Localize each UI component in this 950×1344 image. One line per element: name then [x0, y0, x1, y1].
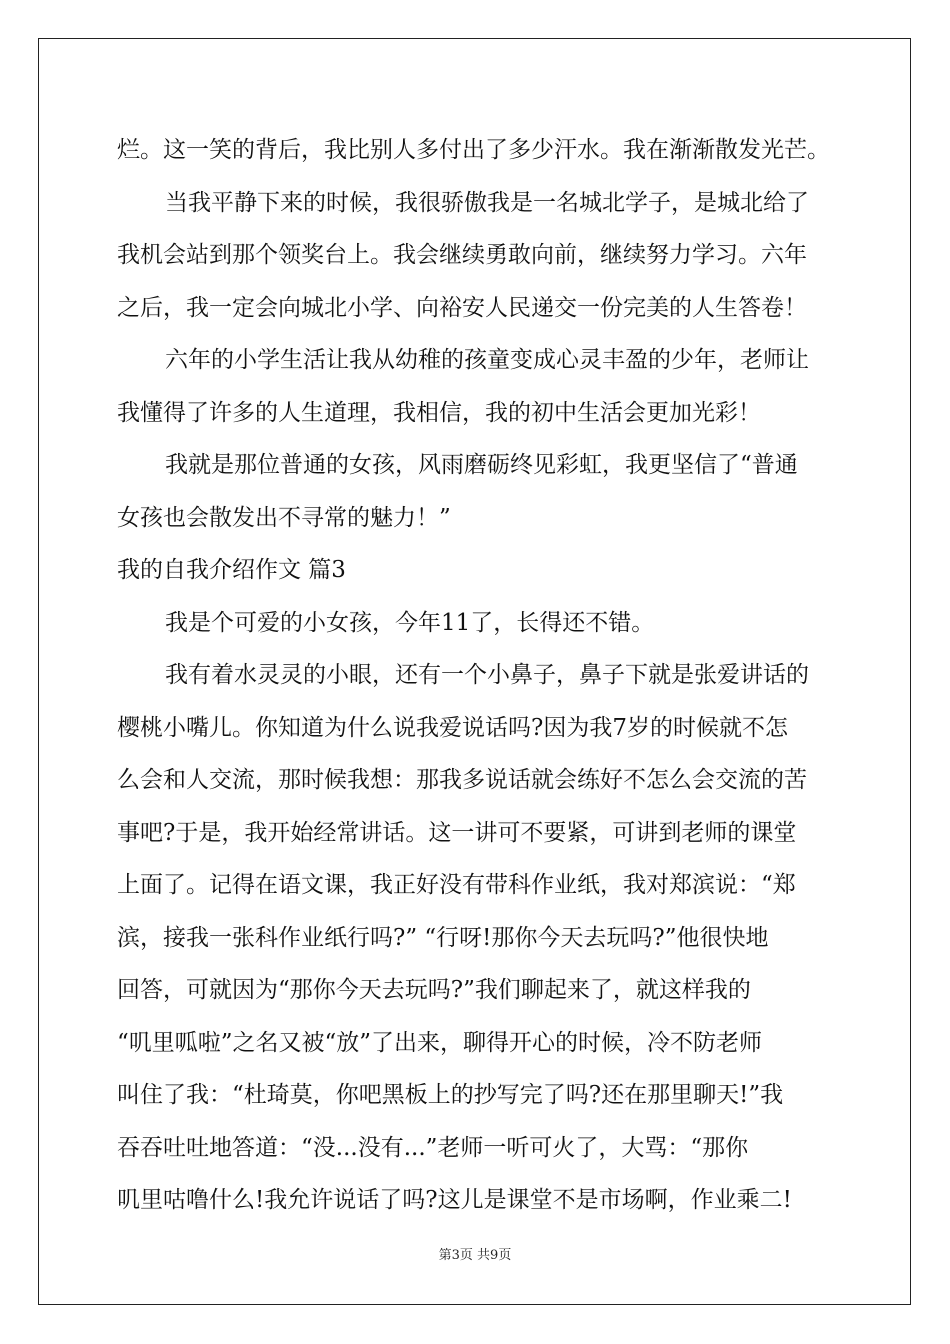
- text-line: 六年的小学生活让我从幼稚的孩童变成心灵丰盈的少年，老师让: [165, 347, 809, 373]
- text-line: 吞吞吐吐地答道：“没...没有...”老师一听可火了，大骂：“那你: [117, 1134, 749, 1161]
- text-line: 我就是那位普通的女孩，风雨磨砺终见彩虹，我更坚信了“普通: [165, 452, 798, 478]
- text-line: 烂。这一笑的背后，我比别人多付出了多少汗水。我在渐渐散发光芒。: [117, 137, 830, 163]
- text-line: 樱桃小嘴儿。你知道为什么说我爱说话吗?因为我7岁的时候就不怎: [117, 714, 788, 741]
- text-line: 么会和人交流，那时候我想：那我多说话就会练好不怎么会交流的苦: [117, 767, 807, 793]
- text-line: 我懂得了许多的人生道理，我相信，我的初中生活会更加光彩！: [117, 399, 761, 426]
- text-line: 事吧?于是，我开始经常讲话。这一讲可不要紧，可讲到老师的课堂: [117, 819, 797, 846]
- page-number: 第3页 共9页: [438, 1248, 512, 1263]
- text-line: 上面了。记得在语文课，我正好没有带科作业纸，我对郑滨说：“郑: [117, 872, 796, 898]
- text-line: 回答，可就因为“那你今天去玩吗?”我们聊起来了，就这样我的: [117, 977, 751, 1003]
- text-line: 之后，我一定会向城北小学、向裕安人民递交一份完美的人生答卷！: [117, 294, 807, 321]
- text-line: 当我平静下来的时候，我很骄傲我是一名城北学子，是城北给了: [165, 189, 809, 216]
- text-line: “叽里呱啦”之名又被“放”了出来，聊得开心的时候，冷不防老师: [117, 1029, 763, 1056]
- text-line: 叫住了我：“杜琦莫，你吧黑板上的抄写完了吗?还在那里聊天!”我: [117, 1082, 784, 1108]
- section-heading: 我的自我介绍作文 篇3: [117, 557, 346, 583]
- text-line: 我是个可爱的小女孩，今年11了，长得还不错。: [165, 609, 655, 636]
- text-line: 我有着水灵灵的小眼，还有一个小鼻子，鼻子下就是张爱讲话的: [165, 662, 809, 688]
- text-line: 滨，接我一张科作业纸行吗?” “行呀!那你今天去玩吗?”他很快地: [117, 924, 769, 951]
- document-body: [117, 124, 837, 1227]
- text-line: 女孩也会散发出不寻常的魅力！”: [117, 504, 451, 531]
- text-line: 叽里咕噜什么!我允许说话了吗?这儿是课堂不是市场啊，作业乘二!: [117, 1187, 792, 1213]
- text-line: 我机会站到那个领奖台上。我会继续勇敢向前，继续努力学习。六年: [117, 242, 807, 268]
